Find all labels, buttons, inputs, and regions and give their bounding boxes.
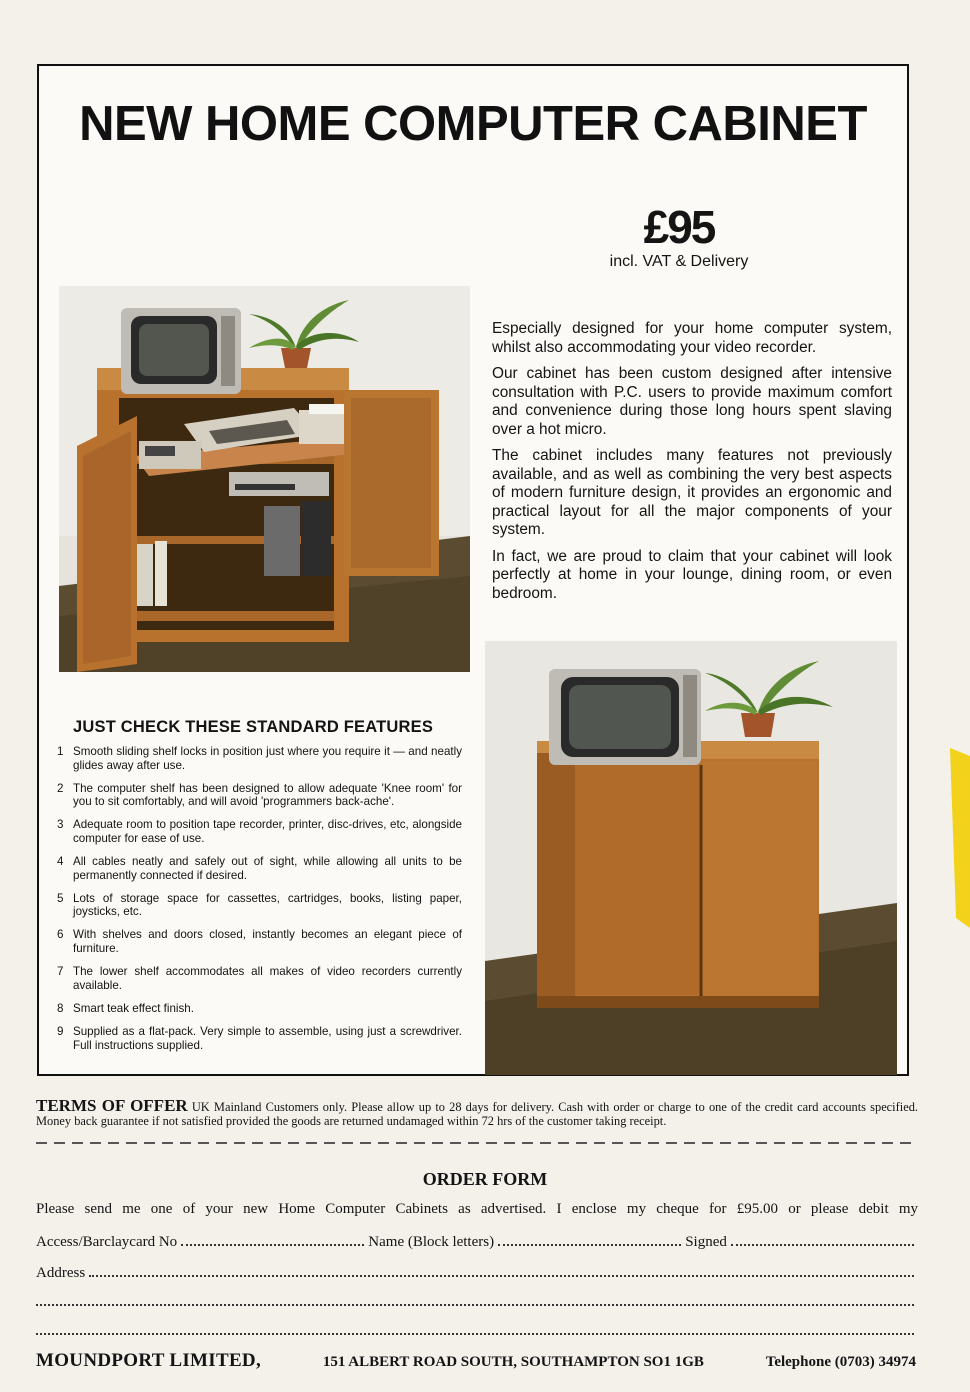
feature-text: Smooth sliding shelf locks in position just where you require it — and neatly glides away after use. xyxy=(73,745,462,772)
address-field-line-2[interactable] xyxy=(36,1292,914,1306)
feature-number: 1 xyxy=(57,745,64,758)
photo-open-cabinet xyxy=(59,286,470,672)
feature-text: Adequate room to position tape recorder, printer, disc-drives, etc, alongside computer for ease of use. xyxy=(73,818,462,845)
card-label: Access/Barclaycard No xyxy=(36,1234,178,1250)
address-field-line-3[interactable] xyxy=(36,1321,914,1335)
company-footer xyxy=(36,1350,916,1372)
feature-number: 3 xyxy=(57,818,64,832)
name-field[interactable] xyxy=(498,1232,681,1246)
description-paragraph: Our cabinet has been custom designed after intensive consultation with P.C. users to provide maximum comfort and convenience during those long hours spent slaving over a hot micro. xyxy=(492,365,892,438)
price: £95 xyxy=(643,201,715,253)
feature-number: 9 xyxy=(57,1024,64,1038)
feature-text: The computer shelf has been designed to allow adequate 'Knee room' for you to sit comfortably, and will avoid 'programmers back-ache'. xyxy=(73,781,462,809)
headline: NEW HOME COMPUTER CABINET xyxy=(79,97,867,151)
price-block xyxy=(579,203,779,271)
feature-text: With shelves and doors closed, instantly becomes an elegant piece of furniture. xyxy=(73,928,462,956)
feature-number: 5 xyxy=(57,891,64,905)
name-label: Name (Block letters) xyxy=(368,1234,495,1250)
cut-line xyxy=(36,1140,918,1146)
order-form-row-address-2 xyxy=(36,1292,918,1306)
feature-text: Smart teak effect finish. xyxy=(73,1001,194,1015)
feature-item xyxy=(57,818,462,845)
feature-text: Lots of storage space for cassettes, cartridges, books, listing paper, joysticks, etc. xyxy=(73,891,462,919)
features-title: JUST CHECK THESE STANDARD FEATURES xyxy=(73,718,434,736)
feature-item xyxy=(57,892,462,919)
terms-of-offer xyxy=(36,1096,918,1128)
address-label: Address xyxy=(36,1265,86,1281)
feature-item xyxy=(57,1025,462,1052)
description-paragraph: The cabinet includes many features not previously available, and as well as combining the very best aspects of modern furniture design, it provides an ergonomic and practical layout for all the major components of your system. xyxy=(492,447,892,538)
feature-number: 6 xyxy=(57,928,64,942)
feature-item xyxy=(57,855,462,882)
company-phone: Telephone (0703) 34974 xyxy=(765,1354,916,1370)
description-paragraph: In fact, we are proud to claim that your cabinet will look perfectly at home in your lounge, dining room, or even bedroom. xyxy=(492,547,892,602)
feature-number: 8 xyxy=(57,1001,64,1015)
feature-text: All cables neatly and safely out of sight, while allowing all units to be permanently connected if desired. xyxy=(73,855,462,882)
feature-item xyxy=(57,928,462,955)
feature-text: Supplied as a flat-pack. Very simple to assemble, using just a screwdriver. Full instructions supplied. xyxy=(73,1024,462,1052)
order-form-row-card xyxy=(36,1232,918,1251)
feature-item xyxy=(57,782,462,809)
feature-item xyxy=(57,1002,462,1016)
features-list xyxy=(57,718,462,1062)
yellow-page-tab xyxy=(946,748,970,928)
order-form-title: ORDER FORM xyxy=(422,1169,548,1189)
signature-field[interactable] xyxy=(731,1232,914,1246)
company-name: MOUNDPORT LIMITED, xyxy=(36,1350,262,1371)
address-field-line-1[interactable] xyxy=(89,1263,914,1277)
order-form-row-address-3 xyxy=(36,1321,918,1335)
feature-number: 7 xyxy=(57,965,64,979)
feature-text: The lower shelf accommodates all makes of video recorders currently available. xyxy=(73,965,462,992)
photo-closed-cabinet xyxy=(485,641,897,1075)
terms-text: UK Mainland Customers only. Please allow up to 28 days for delivery. Cash with order or charge to one of the credit card accounts specified. Money back guarantee if not satisfied provided the goods are returned undamaged within 72 hrs of the customer taking receipt. xyxy=(36,1100,918,1128)
advert-frame xyxy=(37,64,909,1076)
feature-item xyxy=(57,745,462,772)
feature-item xyxy=(57,965,462,992)
card-number-field[interactable] xyxy=(181,1232,364,1246)
signed-label: Signed xyxy=(685,1234,727,1250)
feature-number: 2 xyxy=(57,781,64,795)
description xyxy=(492,320,892,611)
description-paragraph: Especially designed for your home computer system, whilst also accommodating your video recorder. xyxy=(492,320,892,356)
price-note: incl. VAT & Delivery xyxy=(609,253,749,270)
order-form-intro: Please send me one of your new Home Computer Cabinets as advertised. I enclose my cheque for £95.00 or please debit my xyxy=(36,1201,918,1217)
company-address: 151 ALBERT ROAD SOUTH, SOUTHAMPTON SO1 1GB xyxy=(322,1354,704,1370)
order-form-row-address xyxy=(36,1263,918,1282)
feature-number: 4 xyxy=(57,855,64,869)
terms-heading: TERMS OF OFFER xyxy=(36,1096,188,1115)
